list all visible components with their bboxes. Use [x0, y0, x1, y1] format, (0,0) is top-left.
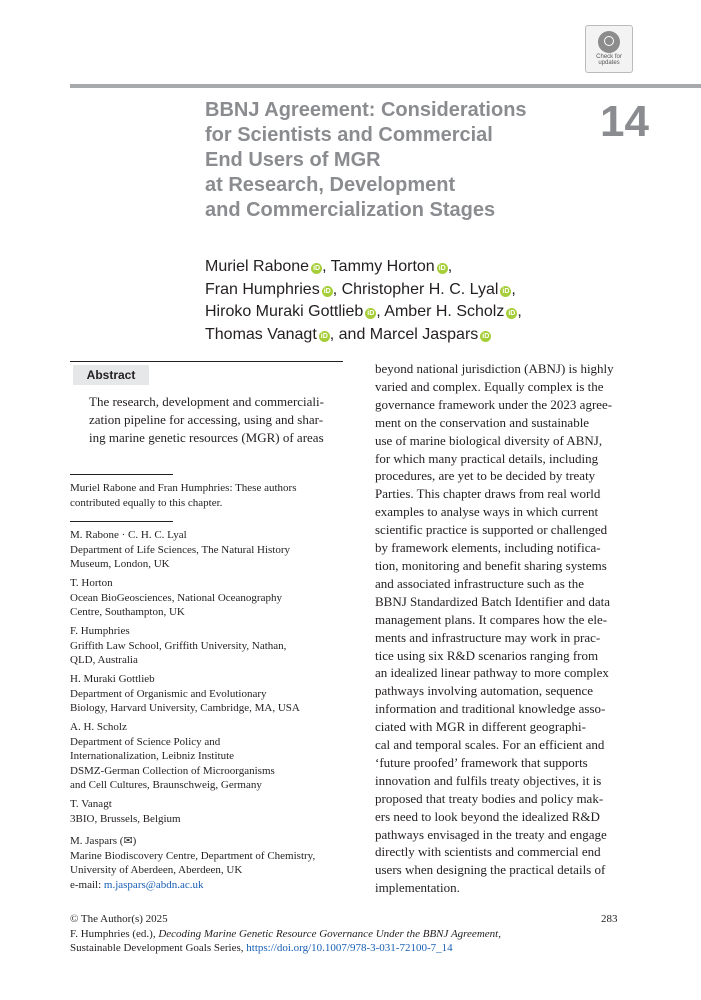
abstract-heading: Abstract — [73, 365, 149, 385]
abstract-line: ing marine genetic resources (MGR) of areas — [89, 430, 324, 445]
series-line — [70, 941, 630, 956]
orcid-icon[interactable]: iD — [502, 287, 510, 295]
abstract-text-col2 — [375, 360, 631, 897]
footnote-line: Marine Biodiscovery Centre, Department of Chemistry, — [70, 849, 316, 862]
affiliation-block — [70, 528, 360, 572]
affiliation-block — [70, 672, 360, 716]
affiliation-line: Department of Organismic and Evolutionary — [70, 687, 267, 700]
affiliation-line: Museum, London, UK — [70, 558, 170, 570]
chapter-number: 14 — [600, 97, 649, 146]
orcid-icon[interactable]: iD — [323, 287, 331, 295]
author-separator: , — [447, 258, 453, 275]
abstract-line: and associated infrastructure such as the — [375, 575, 585, 591]
doi-link[interactable]: https://doi.org/10.1007/978-3-031-72100-7_14 — [246, 942, 453, 954]
abstract-line: management plans. It compares how the ele- — [375, 611, 608, 627]
abstract-rule — [70, 361, 343, 362]
copyright: © The Author(s) 2025 — [70, 913, 168, 925]
affiliation-author: M. Rabone · C. H. C. Lyal — [70, 529, 187, 541]
author-line — [205, 301, 522, 324]
abstract-line: by framework elements, including notifica- — [375, 540, 601, 556]
chapter-title-line: and Commercialization Stages — [205, 199, 496, 221]
affiliation-author: H. Muraki Gottlieb — [70, 673, 155, 685]
affiliation-line: and Cell Cultures, Braunschweig, Germany — [70, 779, 262, 791]
email-link[interactable]: m.jaspars@abdn.ac.uk — [103, 878, 204, 891]
chapter-title-line: BBNJ Agreement: Considerations — [205, 99, 527, 121]
orcid-icon[interactable]: iD — [313, 265, 321, 272]
author-separator: , and — [329, 325, 370, 343]
affiliation-line: Centre, Southampton, UK — [70, 606, 185, 618]
author-list — [205, 256, 522, 346]
equal-contribution-note — [70, 481, 360, 510]
author-name: Hiroko Muraki Gottlieb — [205, 303, 364, 320]
author-separator: , — [376, 303, 385, 320]
abstract-line: tion, monitoring and benefit sharing systems — [375, 557, 607, 573]
abstract-line: directly with scientists and commercial end — [375, 844, 601, 860]
abstract-line: governance framework under the 2023 agree- — [375, 396, 613, 412]
page-number: 283 — [601, 913, 618, 925]
abstract-line: proposed that treaty bodies and policy mak- — [375, 790, 604, 806]
affiliation-block — [70, 624, 360, 668]
author-line — [205, 324, 522, 347]
affiliation-line: Ocean BioGeosciences, National Oceanography — [70, 591, 282, 604]
affiliation-block — [70, 797, 360, 826]
author-name: Marcel Jaspars — [369, 325, 479, 343]
author-line — [205, 256, 522, 279]
abstract-line: beyond national jurisdiction (ABNJ) is highly — [375, 361, 614, 376]
author-name: Christopher H. C. Lyal — [341, 280, 499, 298]
affiliation-line: Department of Life Sciences, The Natural History — [70, 543, 291, 556]
series-name: Sustainable Development Goals Series, — [70, 942, 247, 954]
abstract-line: Parties. This chapter draws from real world — [375, 486, 601, 502]
citation-line — [70, 927, 630, 942]
orcid-icon[interactable]: iD — [367, 310, 375, 317]
abstract-line: pathways involving automation, sequence — [375, 683, 594, 699]
affiliation-author: A. H. Scholz — [70, 721, 127, 733]
author-name: Fran Humphries — [205, 280, 320, 298]
abstract-line: implementation. — [375, 880, 460, 896]
book-title: Decoding Marine Genetic Resource Governance Under the BBNJ Agreement — [158, 927, 499, 940]
orcid-icon[interactable]: iD — [482, 332, 490, 340]
affiliation-author: F. Humphries — [70, 625, 130, 637]
abstract-line: an idealized linear pathway to more complex — [375, 665, 609, 681]
chapter-top-rule — [70, 84, 701, 88]
abstract-line: ment on the conservation and sustainable — [375, 414, 590, 430]
affiliation-line: Internationalization, Leibniz Institute — [70, 750, 235, 762]
chapter-title-line: End Users of MGR — [205, 149, 381, 171]
affiliation-author: T. Horton — [70, 577, 113, 589]
author-name: Thomas Vanagt — [205, 325, 317, 343]
author-name: Tammy Horton — [330, 258, 435, 275]
affiliation-line: Biology, Harvard University, Cambridge, MA, USA — [70, 702, 300, 714]
orcid-icon[interactable]: iD — [508, 310, 516, 317]
footnote-line: University of Aberdeen, Aberdeen, UK — [70, 864, 243, 876]
affiliation-rule — [70, 521, 173, 522]
abstract-line: for which many practical details, including — [375, 450, 599, 466]
abstract-line: information and traditional knowledge asso- — [375, 701, 606, 717]
abstract-line: ‘future proofed’ framework that supports — [375, 754, 588, 770]
page-footer — [70, 912, 630, 956]
author-separator: , — [517, 303, 522, 320]
abstract-line: ciated with MGR in different geographi- — [375, 719, 586, 735]
abstract-line: innovation and fulfils treaty objectives, it is — [375, 772, 602, 788]
affiliation-line: QLD, Australia — [70, 654, 138, 666]
abstract-line: users when designing the practical details of — [375, 862, 606, 878]
abstract-line: ers need to look beyond the idealized R&D — [375, 808, 600, 824]
affiliations — [70, 528, 360, 831]
corresponding-author — [70, 834, 360, 892]
citation-suffix: , — [498, 927, 501, 940]
abstract-line: cal and temporal scales. For an efficient and — [375, 737, 605, 753]
abstract-line: procedures, are yet to be decided by treaty — [375, 468, 596, 484]
abstract-line: varied and complex. Equally complex is the — [375, 378, 604, 394]
orcid-icon[interactable]: iD — [438, 265, 446, 272]
affiliation-author: T. Vanagt — [70, 798, 112, 810]
affiliation-block — [70, 576, 360, 620]
footnote-rule — [70, 474, 173, 475]
citation-prefix: F. Humphries (ed.), — [70, 927, 159, 940]
email-label: e-mail: — [70, 878, 104, 891]
affiliation-block — [70, 720, 360, 793]
abstract-line: use of marine biological diversity of ABNJ, — [375, 432, 603, 448]
author-separator: , — [332, 280, 342, 298]
update-icon — [598, 31, 620, 53]
affiliation-line: DSMZ-German Collection of Microorganisms — [70, 764, 275, 777]
abstract-line: zation pipeline for accessing, using and shar- — [89, 412, 324, 427]
affiliation-line: Griffith Law School, Griffith University, Nathan, — [70, 639, 287, 652]
author-name: Amber H. Scholz — [384, 303, 505, 320]
author-line — [205, 279, 522, 302]
author-separator: , — [511, 280, 516, 298]
footnote-line: Muriel Rabone and Fran Humphries: These authors — [70, 482, 297, 494]
author-name: Muriel Rabone — [205, 258, 310, 275]
chapter-title-line: at Research, Development — [205, 174, 456, 196]
abstract-line: ments and infrastructure may work in prac- — [375, 629, 601, 645]
abstract-text-col1 — [89, 393, 343, 447]
email-line — [70, 878, 360, 893]
author-separator: , — [322, 258, 331, 275]
orcid-icon[interactable]: iD — [320, 332, 328, 340]
affiliation-line: 3BIO, Brussels, Belgium — [70, 812, 181, 825]
footnote-line: contributed equally to this chapter. — [70, 496, 223, 509]
check-for-updates-badge[interactable] — [585, 25, 633, 73]
abstract-line: pathways envisaged in the treaty and engage — [375, 826, 607, 842]
abstract-line: examples to analyse ways in which current — [375, 504, 599, 520]
abstract-line: scientific practice is supported or challenged — [375, 522, 608, 538]
chapter-title — [205, 98, 605, 223]
affiliation-line: Department of Science Policy and — [70, 735, 221, 748]
badge-line-1: Check for — [596, 54, 622, 60]
corresponding-name: M. Jaspars (✉) — [70, 835, 137, 847]
chapter-title-line: for Scientists and Commercial — [205, 124, 493, 146]
badge-line-2: updates — [598, 60, 620, 66]
abstract-line: The research, development and commerciali- — [89, 394, 324, 409]
abstract-line: tice using six R&D scenarios ranging from — [375, 647, 599, 663]
abstract-line: BBNJ Standardized Batch Identifier and data — [375, 593, 611, 609]
